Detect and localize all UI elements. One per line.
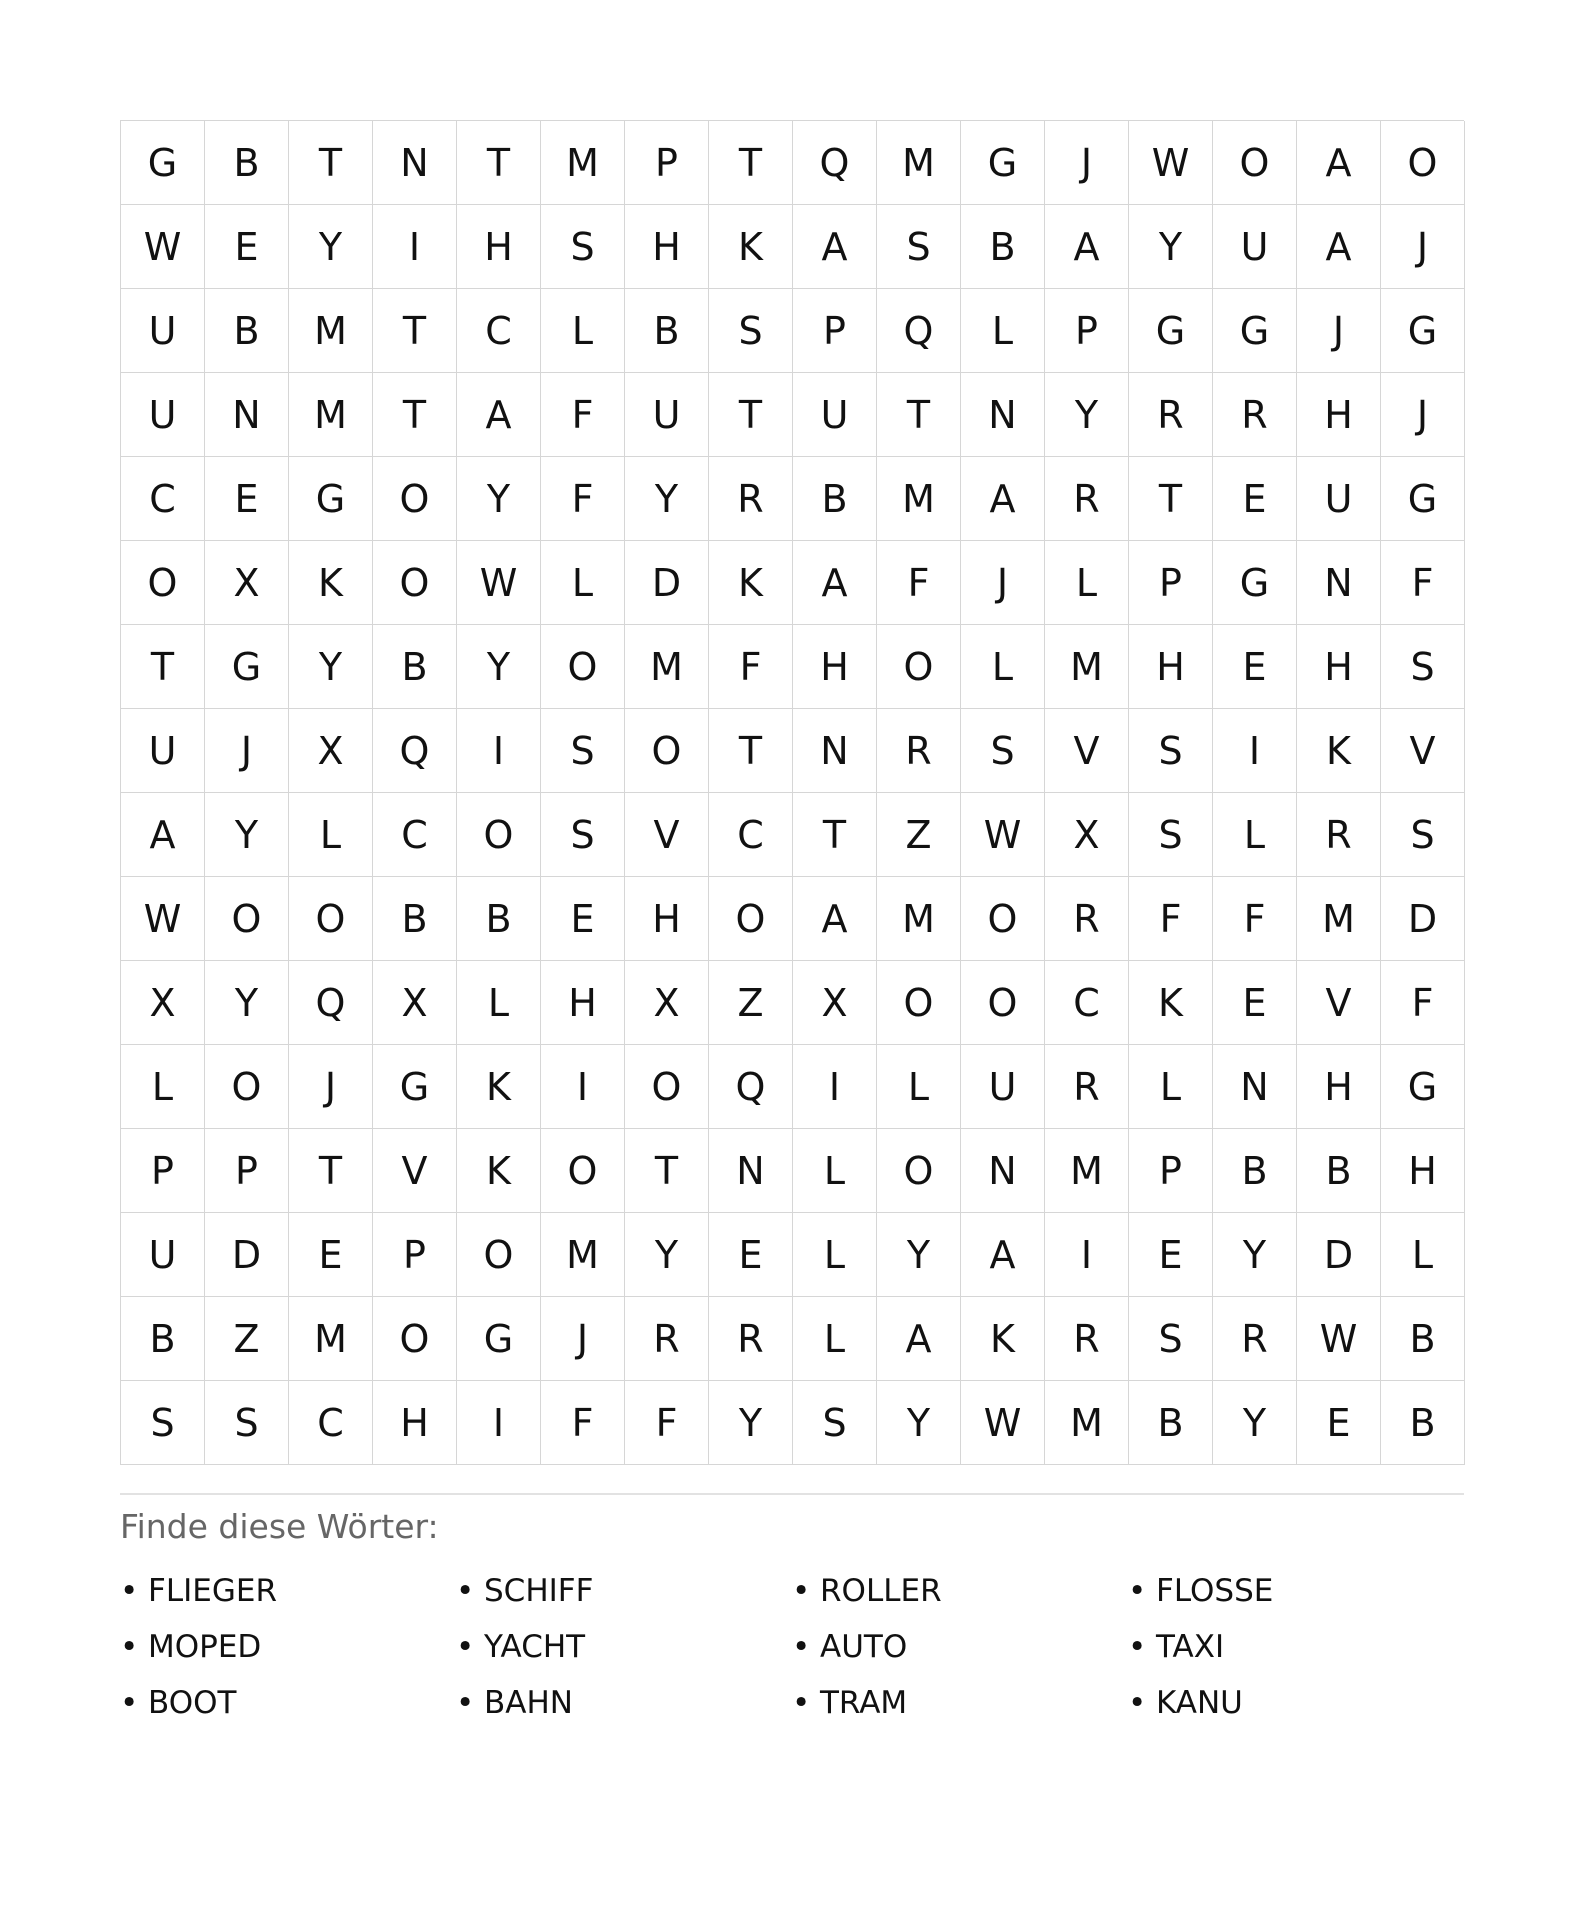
grid-cell[interactable]: T xyxy=(877,373,961,457)
grid-cell[interactable]: A xyxy=(877,1297,961,1381)
grid-cell[interactable]: M xyxy=(289,1297,373,1381)
grid-cell[interactable]: O xyxy=(541,625,625,709)
grid-cell[interactable]: M xyxy=(541,1213,625,1297)
grid-cell[interactable]: R xyxy=(709,1297,793,1381)
grid-cell[interactable]: V xyxy=(625,793,709,877)
grid-cell[interactable]: E xyxy=(1297,1381,1381,1465)
grid-cell[interactable]: P xyxy=(373,1213,457,1297)
grid-cell[interactable]: A xyxy=(457,373,541,457)
grid-cell[interactable]: O xyxy=(373,1297,457,1381)
grid-cell[interactable]: O xyxy=(961,961,1045,1045)
grid-cell[interactable]: T xyxy=(457,121,541,205)
grid-cell[interactable]: T xyxy=(289,121,373,205)
grid-cell[interactable]: H xyxy=(1297,1045,1381,1129)
grid-cell[interactable]: T xyxy=(289,1129,373,1213)
grid-cell[interactable]: N xyxy=(961,1129,1045,1213)
grid-cell[interactable]: F xyxy=(541,1381,625,1465)
grid-cell[interactable]: F xyxy=(1381,961,1465,1045)
grid-cell[interactable]: V xyxy=(1297,961,1381,1045)
grid-cell[interactable]: R xyxy=(877,709,961,793)
grid-cell[interactable]: G xyxy=(961,121,1045,205)
grid-cell[interactable]: I xyxy=(1213,709,1297,793)
grid-cell[interactable]: F xyxy=(877,541,961,625)
grid-cell[interactable]: V xyxy=(1045,709,1129,793)
word-text: BAHN xyxy=(484,1685,573,1721)
grid-cell[interactable]: G xyxy=(289,457,373,541)
grid-cell[interactable]: J xyxy=(1045,121,1129,205)
grid-cell[interactable]: R xyxy=(1045,1297,1129,1381)
grid-cell[interactable]: S xyxy=(1129,1297,1213,1381)
grid-cell[interactable]: L xyxy=(961,625,1045,709)
grid-cell[interactable]: F xyxy=(1213,877,1297,961)
grid-cell[interactable]: F xyxy=(541,373,625,457)
grid-cell[interactable]: O xyxy=(205,1045,289,1129)
grid-cell[interactable]: F xyxy=(1381,541,1465,625)
grid-cell[interactable]: Y xyxy=(625,457,709,541)
word-list-item xyxy=(792,1563,1128,1619)
grid-cell[interactable]: C xyxy=(1045,961,1129,1045)
grid-cell[interactable]: Q xyxy=(373,709,457,793)
grid-cell[interactable]: B xyxy=(625,289,709,373)
word-text: MOPED xyxy=(148,1629,262,1665)
grid-cell[interactable]: F xyxy=(625,1381,709,1465)
grid-cell[interactable]: H xyxy=(625,877,709,961)
grid-cell[interactable]: D xyxy=(1297,1213,1381,1297)
grid-cell[interactable]: I xyxy=(457,1381,541,1465)
grid-cell[interactable]: T xyxy=(1129,457,1213,541)
word-list-item xyxy=(1128,1563,1464,1619)
grid-cell[interactable]: J xyxy=(961,541,1045,625)
word-list-item xyxy=(1128,1675,1464,1731)
grid-cell[interactable]: Y xyxy=(205,793,289,877)
word-list-item xyxy=(120,1619,456,1675)
bullet: • xyxy=(456,1573,475,1609)
grid-cell[interactable]: Q xyxy=(877,289,961,373)
grid-cell[interactable]: M xyxy=(541,121,625,205)
grid-cell[interactable]: C xyxy=(457,289,541,373)
grid-cell[interactable]: R xyxy=(625,1297,709,1381)
grid-cell[interactable]: E xyxy=(1129,1213,1213,1297)
grid-cell[interactable]: D xyxy=(625,541,709,625)
grid-cell[interactable]: G xyxy=(1213,289,1297,373)
grid-cell[interactable]: G xyxy=(1381,289,1465,373)
grid-cell[interactable]: O xyxy=(961,877,1045,961)
word-text: FLOSSE xyxy=(1156,1573,1274,1609)
grid-cell[interactable]: Q xyxy=(709,1045,793,1129)
grid-cell[interactable]: N xyxy=(1297,541,1381,625)
grid-cell[interactable]: Y xyxy=(625,1213,709,1297)
word-text: TAXI xyxy=(1156,1629,1225,1665)
grid-cell[interactable]: Y xyxy=(1213,1381,1297,1465)
grid-cell[interactable]: C xyxy=(709,793,793,877)
grid-cell[interactable]: O xyxy=(373,541,457,625)
bullet: • xyxy=(1128,1685,1147,1721)
word-list-item xyxy=(1128,1619,1464,1675)
word-text: SCHIFF xyxy=(484,1573,594,1609)
grid-cell[interactable]: B xyxy=(961,205,1045,289)
grid-cell[interactable]: R xyxy=(1213,1297,1297,1381)
grid-cell[interactable]: M xyxy=(289,289,373,373)
grid-cell[interactable]: O xyxy=(289,877,373,961)
grid-cell[interactable]: S xyxy=(121,1381,205,1465)
word-text: YACHT xyxy=(484,1629,586,1665)
grid-cell[interactable]: M xyxy=(877,457,961,541)
grid-cell[interactable]: Y xyxy=(205,961,289,1045)
word-list xyxy=(120,1563,1464,1731)
grid-cell[interactable]: O xyxy=(457,1213,541,1297)
grid-cell[interactable]: K xyxy=(709,205,793,289)
word-list-item xyxy=(456,1563,792,1619)
grid-cell[interactable]: U xyxy=(121,709,205,793)
grid-cell[interactable]: A xyxy=(1045,205,1129,289)
grid-cell[interactable]: G xyxy=(1213,541,1297,625)
grid-cell[interactable]: G xyxy=(373,1045,457,1129)
grid-cell[interactable]: P xyxy=(625,121,709,205)
grid-cell[interactable]: B xyxy=(457,877,541,961)
grid-cell[interactable]: E xyxy=(205,205,289,289)
grid-cell[interactable]: S xyxy=(541,205,625,289)
grid-cell[interactable]: C xyxy=(289,1381,373,1465)
grid-cell[interactable]: Y xyxy=(457,457,541,541)
grid-cell[interactable]: X xyxy=(793,961,877,1045)
grid-cell[interactable]: H xyxy=(1129,625,1213,709)
grid-cell[interactable]: L xyxy=(1213,793,1297,877)
grid-cell[interactable]: S xyxy=(1381,793,1465,877)
grid-cell[interactable]: F xyxy=(541,457,625,541)
bullet: • xyxy=(456,1629,475,1665)
grid-cell[interactable]: E xyxy=(709,1213,793,1297)
grid-cell[interactable]: B xyxy=(373,625,457,709)
word-text: KANU xyxy=(1156,1685,1243,1721)
word-search-puzzle xyxy=(120,120,1464,1731)
grid-cell[interactable]: T xyxy=(373,289,457,373)
bullet: • xyxy=(792,1685,811,1721)
grid-cell[interactable]: O xyxy=(373,457,457,541)
word-list-item xyxy=(456,1675,792,1731)
word-list-item xyxy=(120,1675,456,1731)
bullet: • xyxy=(120,1629,139,1665)
grid-cell[interactable]: B xyxy=(205,289,289,373)
grid-cell[interactable]: O xyxy=(1213,121,1297,205)
word-text: TRAM xyxy=(820,1685,908,1721)
grid-cell[interactable]: R xyxy=(1297,793,1381,877)
grid-cell[interactable]: G xyxy=(121,121,205,205)
grid-cell[interactable]: Y xyxy=(877,1381,961,1465)
grid-cell[interactable]: O xyxy=(625,709,709,793)
grid-cell[interactable]: X xyxy=(205,541,289,625)
grid-cell[interactable]: L xyxy=(1045,541,1129,625)
grid-cell[interactable]: U xyxy=(1213,205,1297,289)
grid-cell[interactable]: M xyxy=(1045,625,1129,709)
grid-cell[interactable]: I xyxy=(793,1045,877,1129)
grid-cell[interactable]: W xyxy=(961,1381,1045,1465)
bullet: • xyxy=(1128,1629,1147,1665)
grid-cell[interactable]: W xyxy=(961,793,1045,877)
grid-cell[interactable]: I xyxy=(457,709,541,793)
letter-grid xyxy=(120,120,1464,1465)
word-text: ROLLER xyxy=(820,1573,942,1609)
grid-cell[interactable]: O xyxy=(205,877,289,961)
grid-cell[interactable]: Q xyxy=(289,961,373,1045)
grid-cell[interactable]: F xyxy=(1129,877,1213,961)
grid-cell[interactable]: O xyxy=(709,877,793,961)
grid-cell[interactable]: T xyxy=(373,373,457,457)
grid-cell[interactable]: J xyxy=(205,709,289,793)
grid-cell[interactable]: L xyxy=(793,1297,877,1381)
grid-cell[interactable]: P xyxy=(121,1129,205,1213)
grid-cell[interactable]: H xyxy=(1381,1129,1465,1213)
grid-cell[interactable]: R xyxy=(1045,457,1129,541)
grid-cell[interactable]: A xyxy=(1297,121,1381,205)
grid-cell[interactable]: O xyxy=(1381,121,1465,205)
grid-cell[interactable]: Z xyxy=(877,793,961,877)
grid-cell[interactable]: K xyxy=(1129,961,1213,1045)
grid-cell[interactable]: G xyxy=(457,1297,541,1381)
grid-cell[interactable]: I xyxy=(1045,1213,1129,1297)
grid-cell[interactable]: X xyxy=(289,709,373,793)
grid-cell[interactable]: Y xyxy=(877,1213,961,1297)
grid-cell[interactable]: Z xyxy=(205,1297,289,1381)
grid-cell[interactable]: H xyxy=(1297,625,1381,709)
grid-cell[interactable]: T xyxy=(625,1129,709,1213)
grid-cell[interactable]: N xyxy=(1213,1045,1297,1129)
grid-cell[interactable]: U xyxy=(961,1045,1045,1129)
grid-cell[interactable]: Y xyxy=(457,625,541,709)
grid-cell[interactable]: L xyxy=(961,289,1045,373)
grid-cell[interactable]: K xyxy=(289,541,373,625)
grid-cell[interactable]: J xyxy=(541,1297,625,1381)
grid-cell[interactable]: E xyxy=(1213,457,1297,541)
grid-cell[interactable]: S xyxy=(961,709,1045,793)
grid-cell[interactable]: I xyxy=(541,1045,625,1129)
grid-cell[interactable]: Y xyxy=(289,625,373,709)
grid-cell[interactable]: O xyxy=(877,1129,961,1213)
grid-cell[interactable]: K xyxy=(457,1129,541,1213)
grid-cell[interactable]: U xyxy=(625,373,709,457)
grid-cell[interactable]: P xyxy=(1129,1129,1213,1213)
grid-cell[interactable]: O xyxy=(457,793,541,877)
grid-cell[interactable]: P xyxy=(1129,541,1213,625)
grid-cell[interactable]: Y xyxy=(1045,373,1129,457)
grid-cell[interactable]: L xyxy=(877,1045,961,1129)
grid-cell[interactable]: H xyxy=(373,1381,457,1465)
grid-cell[interactable]: E xyxy=(1213,625,1297,709)
grid-cell[interactable]: C xyxy=(373,793,457,877)
word-list-item xyxy=(120,1563,456,1619)
grid-cell[interactable]: O xyxy=(877,625,961,709)
grid-cell[interactable]: Y xyxy=(289,205,373,289)
bullet: • xyxy=(120,1573,139,1609)
grid-cell[interactable]: U xyxy=(121,1213,205,1297)
grid-cell[interactable]: T xyxy=(121,625,205,709)
grid-cell[interactable]: F xyxy=(709,625,793,709)
grid-cell[interactable]: G xyxy=(1381,457,1465,541)
grid-cell[interactable]: R xyxy=(1045,1045,1129,1129)
grid-cell[interactable]: B xyxy=(1381,1381,1465,1465)
grid-cell[interactable]: K xyxy=(961,1297,1045,1381)
word-list-item xyxy=(456,1619,792,1675)
grid-cell[interactable]: Y xyxy=(709,1381,793,1465)
grid-cell[interactable]: S xyxy=(1381,625,1465,709)
grid-cell[interactable]: D xyxy=(205,1213,289,1297)
grid-cell[interactable]: M xyxy=(625,625,709,709)
grid-cell[interactable]: M xyxy=(877,121,961,205)
grid-cell[interactable]: L xyxy=(121,1045,205,1129)
grid-cell[interactable]: A xyxy=(121,793,205,877)
grid-cell[interactable]: J xyxy=(1381,205,1465,289)
grid-cell[interactable]: G xyxy=(1129,289,1213,373)
grid-cell[interactable]: V xyxy=(373,1129,457,1213)
grid-cell[interactable]: K xyxy=(709,541,793,625)
grid-cell[interactable]: E xyxy=(541,877,625,961)
grid-cell[interactable]: H xyxy=(793,625,877,709)
grid-cell[interactable]: L xyxy=(793,1129,877,1213)
grid-cell[interactable]: Y xyxy=(1213,1213,1297,1297)
grid-cell[interactable]: Q xyxy=(793,121,877,205)
grid-cell[interactable]: N xyxy=(793,709,877,793)
grid-cell[interactable]: I xyxy=(373,205,457,289)
bullet: • xyxy=(792,1629,811,1665)
grid-cell[interactable]: Y xyxy=(1129,205,1213,289)
grid-cell[interactable]: H xyxy=(541,961,625,1045)
grid-cell[interactable]: N xyxy=(961,373,1045,457)
grid-cell[interactable]: N xyxy=(709,1129,793,1213)
grid-cell[interactable]: H xyxy=(625,205,709,289)
grid-cell[interactable]: O xyxy=(541,1129,625,1213)
grid-cell[interactable]: O xyxy=(877,961,961,1045)
grid-cell[interactable]: R xyxy=(709,457,793,541)
grid-cell[interactable]: K xyxy=(1297,709,1381,793)
divider xyxy=(120,1493,1464,1495)
grid-cell[interactable]: X xyxy=(625,961,709,1045)
grid-cell[interactable]: S xyxy=(1129,793,1213,877)
grid-cell[interactable]: P xyxy=(1045,289,1129,373)
grid-cell[interactable]: K xyxy=(457,1045,541,1129)
grid-cell[interactable]: V xyxy=(1381,709,1465,793)
grid-cell[interactable]: E xyxy=(205,457,289,541)
grid-cell[interactable]: U xyxy=(1297,457,1381,541)
grid-cell[interactable]: R xyxy=(1129,373,1213,457)
grid-cell[interactable]: B xyxy=(121,1297,205,1381)
grid-cell[interactable]: G xyxy=(1381,1045,1465,1129)
grid-cell[interactable]: W xyxy=(121,877,205,961)
word-text: AUTO xyxy=(820,1629,908,1665)
grid-cell[interactable]: L xyxy=(289,793,373,877)
grid-cell[interactable]: B xyxy=(205,121,289,205)
grid-cell[interactable]: O xyxy=(121,541,205,625)
grid-cell[interactable]: H xyxy=(1297,373,1381,457)
grid-cell[interactable]: L xyxy=(793,1213,877,1297)
bullet: • xyxy=(1128,1573,1147,1609)
grid-cell[interactable]: T xyxy=(709,121,793,205)
grid-cell[interactable]: B xyxy=(1213,1129,1297,1213)
grid-cell[interactable]: R xyxy=(1045,877,1129,961)
grid-cell[interactable]: M xyxy=(289,373,373,457)
grid-cell[interactable]: P xyxy=(793,289,877,373)
grid-cell[interactable]: L xyxy=(541,541,625,625)
grid-cell[interactable]: N xyxy=(373,121,457,205)
bullet: • xyxy=(120,1685,139,1721)
grid-cell[interactable]: C xyxy=(121,457,205,541)
grid-cell[interactable]: B xyxy=(1297,1129,1381,1213)
grid-cell[interactable]: B xyxy=(1129,1381,1213,1465)
grid-cell[interactable]: B xyxy=(1381,1297,1465,1381)
word-list-item xyxy=(792,1619,1128,1675)
grid-cell[interactable]: T xyxy=(709,373,793,457)
grid-cell[interactable]: X xyxy=(373,961,457,1045)
grid-cell[interactable]: G xyxy=(205,625,289,709)
grid-cell[interactable]: A xyxy=(793,541,877,625)
grid-cell[interactable]: S xyxy=(541,709,625,793)
grid-cell[interactable]: M xyxy=(877,877,961,961)
grid-cell[interactable]: M xyxy=(1297,877,1381,961)
grid-cell[interactable]: H xyxy=(457,205,541,289)
grid-cell[interactable]: N xyxy=(205,373,289,457)
grid-cell[interactable]: M xyxy=(1045,1129,1129,1213)
word-text: FLIEGER xyxy=(148,1573,277,1609)
word-list-title: Finde diese Wörter: xyxy=(120,1507,439,1546)
grid-cell[interactable]: L xyxy=(1129,1045,1213,1129)
grid-cell[interactable]: U xyxy=(121,289,205,373)
bullet: • xyxy=(456,1685,475,1721)
bullet: • xyxy=(792,1573,811,1609)
grid-cell[interactable]: P xyxy=(205,1129,289,1213)
grid-cell[interactable]: W xyxy=(1297,1297,1381,1381)
grid-cell[interactable]: R xyxy=(1213,373,1297,457)
grid-cell[interactable]: Z xyxy=(709,961,793,1045)
grid-cell[interactable]: U xyxy=(121,373,205,457)
grid-cell[interactable]: S xyxy=(793,1381,877,1465)
grid-cell[interactable]: S xyxy=(205,1381,289,1465)
grid-cell[interactable]: W xyxy=(1129,121,1213,205)
grid-cell[interactable]: A xyxy=(793,877,877,961)
grid-cell[interactable]: X xyxy=(121,961,205,1045)
grid-cell[interactable]: A xyxy=(961,1213,1045,1297)
grid-cell[interactable]: E xyxy=(289,1213,373,1297)
grid-cell[interactable]: J xyxy=(289,1045,373,1129)
grid-cell[interactable]: E xyxy=(1213,961,1297,1045)
grid-cell[interactable]: S xyxy=(709,289,793,373)
grid-cell[interactable]: L xyxy=(457,961,541,1045)
grid-cell[interactable]: S xyxy=(541,793,625,877)
grid-cell[interactable]: B xyxy=(793,457,877,541)
grid-cell[interactable]: B xyxy=(373,877,457,961)
grid-cell[interactable]: S xyxy=(877,205,961,289)
grid-cell[interactable]: M xyxy=(1045,1381,1129,1465)
grid-cell[interactable]: A xyxy=(1297,205,1381,289)
grid-cell[interactable]: A xyxy=(961,457,1045,541)
grid-cell[interactable]: W xyxy=(457,541,541,625)
grid-cell[interactable]: A xyxy=(793,205,877,289)
grid-cell[interactable]: T xyxy=(709,709,793,793)
grid-cell[interactable]: J xyxy=(1297,289,1381,373)
grid-cell[interactable]: X xyxy=(1045,793,1129,877)
word-list-item xyxy=(792,1675,1128,1731)
grid-cell[interactable]: T xyxy=(793,793,877,877)
grid-cell[interactable]: L xyxy=(541,289,625,373)
word-text: BOOT xyxy=(148,1685,237,1721)
grid-cell[interactable]: O xyxy=(625,1045,709,1129)
grid-cell[interactable]: W xyxy=(121,205,205,289)
grid-cell[interactable]: S xyxy=(1129,709,1213,793)
grid-cell[interactable]: L xyxy=(1381,1213,1465,1297)
grid-cell[interactable]: D xyxy=(1381,877,1465,961)
grid-cell[interactable]: J xyxy=(1381,373,1465,457)
grid-cell[interactable]: U xyxy=(793,373,877,457)
